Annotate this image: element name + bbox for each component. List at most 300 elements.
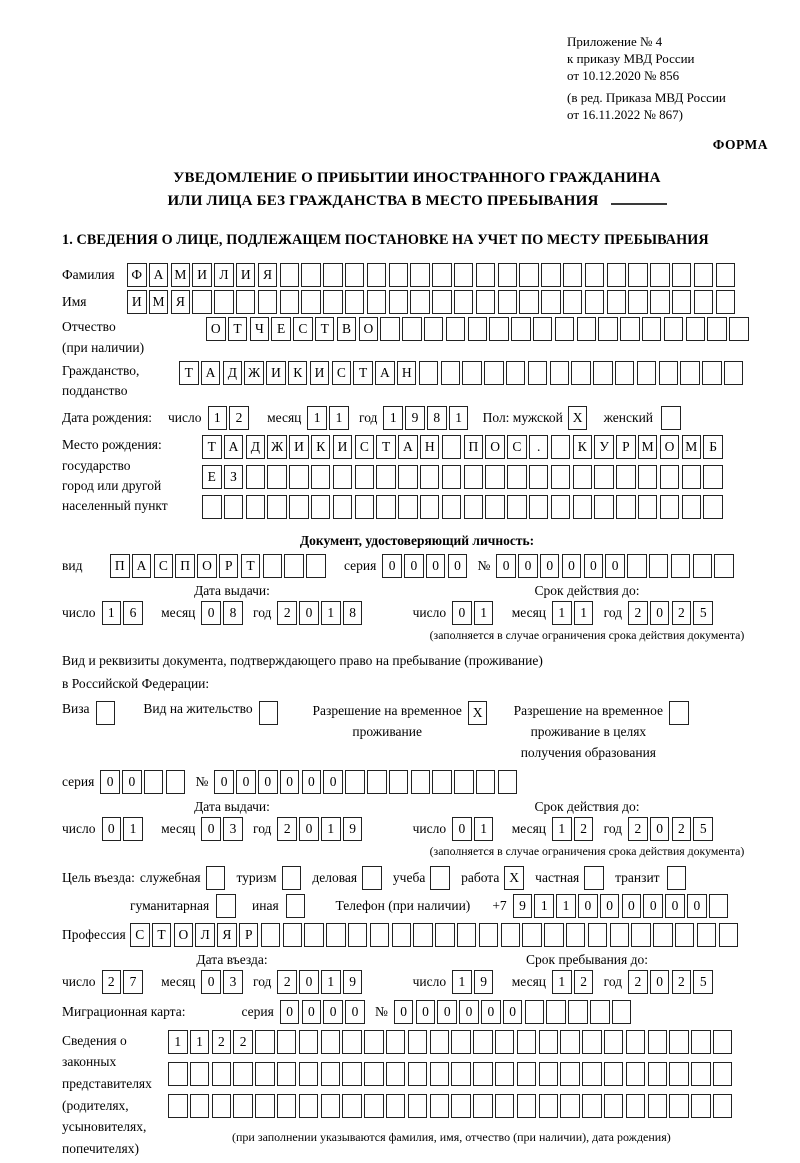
temp-residence-label: Разрешение на временное проживание <box>312 702 462 739</box>
char-cell <box>389 770 409 794</box>
char-cell <box>626 1062 646 1086</box>
char-cell <box>563 263 583 287</box>
char-cell: С <box>154 554 174 578</box>
char-cell: 2 <box>628 601 648 625</box>
char-cell <box>517 1094 537 1118</box>
char-cell <box>577 317 597 341</box>
char-cell <box>402 317 422 341</box>
birthplace-cells-line3 <box>202 495 725 519</box>
char-cell <box>539 1062 559 1086</box>
issue-date-header: Дата выдачи: <box>194 583 270 599</box>
char-cell <box>571 361 591 385</box>
date-word-day: число <box>412 820 447 836</box>
char-cell <box>498 263 518 287</box>
sex-male-label: Пол: мужской <box>482 410 563 426</box>
char-cell <box>560 1062 580 1086</box>
char-cell <box>517 1030 537 1054</box>
purpose-option-label: деловая <box>312 869 358 885</box>
char-cell: 0 <box>562 554 582 578</box>
char-cell <box>588 923 608 947</box>
char-cell <box>464 465 484 489</box>
residence-series-cells <box>100 770 187 794</box>
char-cell: 2 <box>628 970 648 994</box>
char-cell <box>495 1062 515 1086</box>
char-cell <box>299 1062 319 1086</box>
char-cell <box>517 1062 537 1086</box>
char-cell <box>682 465 702 489</box>
char-cell <box>473 1094 493 1118</box>
phone-prefix: +7 <box>492 897 507 913</box>
char-cell: 0 <box>299 817 319 841</box>
char-cell: И <box>310 361 330 385</box>
date-word-month: месяц <box>161 820 196 836</box>
char-cell: 0 <box>201 970 221 994</box>
char-cell: Т <box>376 435 396 459</box>
char-cell <box>691 1094 711 1118</box>
char-cell <box>476 770 496 794</box>
char-cell <box>476 263 496 287</box>
char-cell <box>671 554 691 578</box>
char-cell <box>323 290 343 314</box>
legal-reference-block <box>567 34 772 123</box>
purpose-private-checkbox <box>584 866 606 890</box>
residence-issue-day-cells <box>102 817 146 841</box>
char-cell <box>464 495 484 519</box>
residence-options-row <box>62 701 772 764</box>
char-cell <box>430 1094 450 1118</box>
purpose-humanitarian-checkbox <box>216 894 238 918</box>
char-cell <box>669 1094 689 1118</box>
header-line: (в ред. Приказа МВД России <box>567 89 726 105</box>
char-cell <box>649 554 669 578</box>
birthplace-cells-line1 <box>202 435 725 459</box>
char-cell: 9 <box>513 894 533 918</box>
representatives-cells-line2 <box>168 1062 735 1086</box>
char-cell <box>616 465 636 489</box>
purpose-official-checkbox <box>206 866 228 890</box>
identity-doc-row <box>62 554 772 578</box>
char-cell <box>501 923 521 947</box>
char-cell: 3 <box>223 817 243 841</box>
char-cell: 0 <box>102 817 122 841</box>
sex-female-label: женский <box>603 410 654 426</box>
char-cell <box>144 770 164 794</box>
char-cell: А <box>398 435 418 459</box>
char-cell <box>345 290 365 314</box>
char-cell: 0 <box>302 770 322 794</box>
char-cell <box>321 1062 341 1086</box>
char-cell: 9 <box>405 406 425 430</box>
char-cell: Н <box>420 435 440 459</box>
char-cell: 2 <box>672 970 692 994</box>
patronymic-row <box>62 317 772 358</box>
entry-month-cells <box>201 970 245 994</box>
phone-label: Телефон (при наличии) <box>335 897 471 913</box>
char-cell <box>519 290 539 314</box>
char-cell <box>246 465 266 489</box>
char-cell: К <box>311 435 331 459</box>
char-cell: О <box>174 923 194 947</box>
char-cell <box>246 495 266 519</box>
char-cell: 0 <box>605 554 625 578</box>
valid-day-cells <box>452 601 496 625</box>
char-cell: 0 <box>280 1000 300 1024</box>
char-cell: Т <box>228 317 248 341</box>
char-cell <box>306 554 326 578</box>
char-cell <box>261 923 281 947</box>
char-cell: А <box>149 263 169 287</box>
representatives-label: Сведения о законных представителях (родителях, усыновителях, попечителях) <box>62 1032 152 1156</box>
date-word-day: число <box>168 410 202 426</box>
char-cell: З <box>224 465 244 489</box>
birthdate-row <box>62 406 772 430</box>
char-cell <box>693 554 713 578</box>
char-cell <box>669 1030 689 1054</box>
char-cell <box>355 465 375 489</box>
char-cell: 1 <box>383 406 403 430</box>
char-cell: 2 <box>229 406 249 430</box>
char-cell <box>212 1094 232 1118</box>
char-cell: 0 <box>299 601 319 625</box>
entry-dates-headers <box>62 952 772 968</box>
residence-number-label: № <box>195 773 209 789</box>
char-cell <box>707 317 727 341</box>
citizenship-row <box>62 361 772 402</box>
char-cell: 7 <box>123 970 143 994</box>
char-cell: 0 <box>452 817 472 841</box>
char-cell <box>408 1094 428 1118</box>
identity-dates-headers <box>62 583 772 599</box>
char-cell <box>660 465 680 489</box>
char-cell: Д <box>223 361 243 385</box>
char-cell <box>446 317 466 341</box>
char-cell: X <box>468 701 488 725</box>
purpose-row <box>62 866 772 890</box>
char-cell: 1 <box>474 817 494 841</box>
char-cell: Я <box>171 290 191 314</box>
stay-until-header: Срок пребывания до: <box>526 951 648 967</box>
char-cell <box>214 290 234 314</box>
char-cell: 0 <box>394 1000 414 1024</box>
char-cell <box>529 465 549 489</box>
form-label: ФОРМА <box>712 137 768 153</box>
char-cell <box>326 923 346 947</box>
char-cell: Р <box>239 923 259 947</box>
char-cell <box>582 1094 602 1118</box>
char-cell: Ч <box>250 317 270 341</box>
char-cell: 0 <box>665 894 685 918</box>
char-cell: 0 <box>201 601 221 625</box>
char-cell <box>566 923 586 947</box>
char-cell <box>398 495 418 519</box>
representatives-row <box>62 1030 772 1160</box>
char-cell <box>563 290 583 314</box>
char-cell <box>529 495 549 519</box>
char-cell: 2 <box>277 970 297 994</box>
char-cell: Т <box>202 435 222 459</box>
char-cell <box>604 1062 624 1086</box>
char-cell <box>364 1062 384 1086</box>
option-temp-residence <box>312 701 489 743</box>
char-cell <box>289 495 309 519</box>
char-cell <box>648 1094 668 1118</box>
char-cell: Н <box>397 361 417 385</box>
char-cell <box>386 1062 406 1086</box>
char-cell <box>451 1094 471 1118</box>
doc-series-cells <box>382 554 469 578</box>
purpose-transit-checkbox <box>667 866 689 890</box>
char-cell <box>694 290 714 314</box>
char-cell: Р <box>616 435 636 459</box>
char-cell <box>299 1030 319 1054</box>
surname-cells <box>127 263 737 287</box>
char-cell <box>392 923 412 947</box>
char-cell: Я <box>258 263 278 287</box>
char-cell: 8 <box>343 601 363 625</box>
entry-day-cells <box>102 970 146 994</box>
char-cell: 1 <box>190 1030 210 1054</box>
char-cell: 2 <box>102 970 122 994</box>
char-cell <box>604 1094 624 1118</box>
migration-number-label: № <box>375 1003 388 1019</box>
date-word-year: год <box>253 973 272 989</box>
char-cell: А <box>201 361 221 385</box>
char-cell: М <box>638 435 658 459</box>
char-cell <box>280 290 300 314</box>
char-cell: 1 <box>449 406 469 430</box>
char-cell <box>573 495 593 519</box>
doc-kind-cells <box>110 554 328 578</box>
residence-permit-checkbox <box>259 701 281 725</box>
char-cell: Л <box>195 923 215 947</box>
date-word-day: число <box>62 820 96 836</box>
char-cell <box>650 290 670 314</box>
char-cell: Т <box>241 554 261 578</box>
date-word-month: месяц <box>161 973 196 989</box>
surname-label: Фамилия <box>62 267 115 283</box>
char-cell: С <box>507 435 527 459</box>
residence-doc-intro2: в Российской Федерации: <box>62 675 210 691</box>
char-cell <box>533 317 553 341</box>
date-word-year: год <box>253 605 272 621</box>
char-cell <box>522 923 542 947</box>
section1-heading: 1. СВЕДЕНИЯ О ЛИЦЕ, ПОДЛЕЖАЩЕМ ПОСТАНОВКЕ НА УЧЕТ ПО МЕСТУ ПРЕБЫВАНИЯ <box>62 232 709 249</box>
char-cell: X <box>568 406 588 430</box>
char-cell <box>386 1030 406 1054</box>
char-cell <box>442 465 462 489</box>
char-cell: Ф <box>127 263 147 287</box>
char-cell <box>408 1030 428 1054</box>
char-cell: П <box>464 435 484 459</box>
char-cell: И <box>192 263 212 287</box>
char-cell: Е <box>202 465 222 489</box>
char-cell <box>224 495 244 519</box>
char-cell <box>669 1062 689 1086</box>
migration-card-row <box>62 1000 772 1024</box>
char-cell: 1 <box>474 601 494 625</box>
char-cell: А <box>375 361 395 385</box>
header-line: от 16.11.2022 № 867) <box>567 106 684 122</box>
char-cell <box>585 290 605 314</box>
purpose-option-label: работа <box>461 869 500 885</box>
char-cell <box>694 263 714 287</box>
char-cell <box>476 290 496 314</box>
char-cell <box>495 1030 515 1054</box>
char-cell: 1 <box>552 970 572 994</box>
char-cell <box>507 495 527 519</box>
char-cell: 0 <box>650 817 670 841</box>
purpose-option-label: туризм <box>236 869 277 885</box>
char-cell: И <box>333 435 353 459</box>
char-cell <box>168 1094 188 1118</box>
char-cell <box>604 1030 624 1054</box>
char-cell: 0 <box>323 1000 343 1024</box>
char-cell <box>489 317 509 341</box>
profession-cells <box>130 923 740 947</box>
stay-year-cells <box>628 970 715 994</box>
residence-issue-month-cells <box>201 817 245 841</box>
char-cell <box>284 554 304 578</box>
char-cell: 0 <box>518 554 538 578</box>
char-cell <box>342 1094 362 1118</box>
migration-card-label: Миграционная карта: <box>62 1003 186 1019</box>
char-cell <box>507 465 527 489</box>
temp-residence-checkbox <box>468 701 490 725</box>
purpose-option-label: гуманитарная <box>130 897 210 913</box>
char-cell: И <box>236 263 256 287</box>
purpose-label: Цель въезда: <box>62 869 135 885</box>
char-cell <box>323 263 343 287</box>
char-cell: 2 <box>628 817 648 841</box>
issue-year-cells <box>277 601 364 625</box>
char-cell <box>672 290 692 314</box>
char-cell <box>594 495 614 519</box>
char-cell <box>420 495 440 519</box>
char-cell: 9 <box>343 970 363 994</box>
char-cell <box>544 923 564 947</box>
char-cell <box>506 361 526 385</box>
char-cell <box>367 770 387 794</box>
char-cell: М <box>149 290 169 314</box>
char-cell <box>686 317 706 341</box>
date-word-month: месяц <box>161 605 196 621</box>
char-cell: 0 <box>496 554 516 578</box>
char-cell: 1 <box>168 1030 188 1054</box>
char-cell: 0 <box>299 970 319 994</box>
char-cell: П <box>110 554 130 578</box>
representatives-cells-line3 <box>168 1094 735 1118</box>
char-cell: 0 <box>302 1000 322 1024</box>
char-cell <box>380 317 400 341</box>
date-word-month: месяц <box>511 820 547 836</box>
char-cell: Е <box>271 317 291 341</box>
char-cell <box>541 290 561 314</box>
char-cell <box>568 1000 588 1024</box>
char-cell: Д <box>246 435 266 459</box>
birthplace-row <box>62 435 772 525</box>
char-cell <box>607 290 627 314</box>
char-cell <box>498 770 518 794</box>
birth-year-cells <box>383 406 470 430</box>
residence-valid-day-cells <box>452 817 496 841</box>
char-cell <box>410 290 430 314</box>
char-cell <box>546 1000 566 1024</box>
identity-doc-heading: Документ, удостоверяющий личность: <box>299 533 535 549</box>
char-cell <box>498 290 518 314</box>
char-cell <box>473 1062 493 1086</box>
char-cell <box>638 465 658 489</box>
purpose-other-checkbox <box>286 894 308 918</box>
char-cell <box>367 290 387 314</box>
migration-series-cells <box>280 1000 367 1024</box>
header-line: к приказу МВД России <box>567 50 695 66</box>
issue-day-cells <box>102 601 146 625</box>
name-cells <box>127 290 737 314</box>
char-cell <box>642 317 662 341</box>
char-cell <box>370 923 390 947</box>
name-label: Имя <box>62 294 87 310</box>
char-cell <box>631 923 651 947</box>
char-cell <box>484 361 504 385</box>
birthplace-cells-block <box>202 435 725 525</box>
char-cell <box>607 263 627 287</box>
char-cell <box>277 1030 297 1054</box>
char-cell <box>675 923 695 947</box>
char-cell: А <box>132 554 152 578</box>
char-cell <box>598 317 618 341</box>
char-cell <box>442 495 462 519</box>
char-cell: 0 <box>258 770 278 794</box>
char-cell: 0 <box>404 554 424 578</box>
char-cell <box>442 435 462 459</box>
char-cell: 0 <box>201 817 221 841</box>
purpose-business-checkbox <box>362 866 384 890</box>
doc-number-cells <box>496 554 736 578</box>
char-cell: 0 <box>426 554 446 578</box>
char-cell: А <box>224 435 244 459</box>
char-cell <box>364 1094 384 1118</box>
char-cell <box>560 1094 580 1118</box>
migration-series-label: серия <box>241 1003 274 1019</box>
char-cell: О <box>197 554 217 578</box>
char-cell: 3 <box>223 970 243 994</box>
char-cell: 0 <box>584 554 604 578</box>
char-cell: 1 <box>307 406 327 430</box>
char-cell: 1 <box>321 817 341 841</box>
temp-residence-education-checkbox <box>669 701 691 725</box>
char-cell: 0 <box>600 894 620 918</box>
char-cell <box>573 465 593 489</box>
visa-checkbox <box>96 701 118 725</box>
sex-female-checkbox <box>661 406 683 430</box>
char-cell <box>485 495 505 519</box>
char-cell <box>454 263 474 287</box>
char-cell <box>485 465 505 489</box>
char-cell <box>430 1030 450 1054</box>
purpose-option-label: учеба <box>392 869 426 885</box>
char-cell <box>702 361 722 385</box>
char-cell: 5 <box>693 970 713 994</box>
validity-note: (заполняется в случае ограничения срока действия документа) <box>429 843 745 858</box>
patronymic-cells <box>206 317 751 341</box>
citizenship-cells <box>179 361 746 385</box>
profession-label: Профессия <box>62 926 126 942</box>
birthplace-cells-line2 <box>202 465 725 489</box>
valid-until-header: Срок действия до: <box>534 798 640 814</box>
char-cell <box>729 317 749 341</box>
char-cell: 5 <box>693 817 713 841</box>
migration-number-cells <box>394 1000 634 1024</box>
